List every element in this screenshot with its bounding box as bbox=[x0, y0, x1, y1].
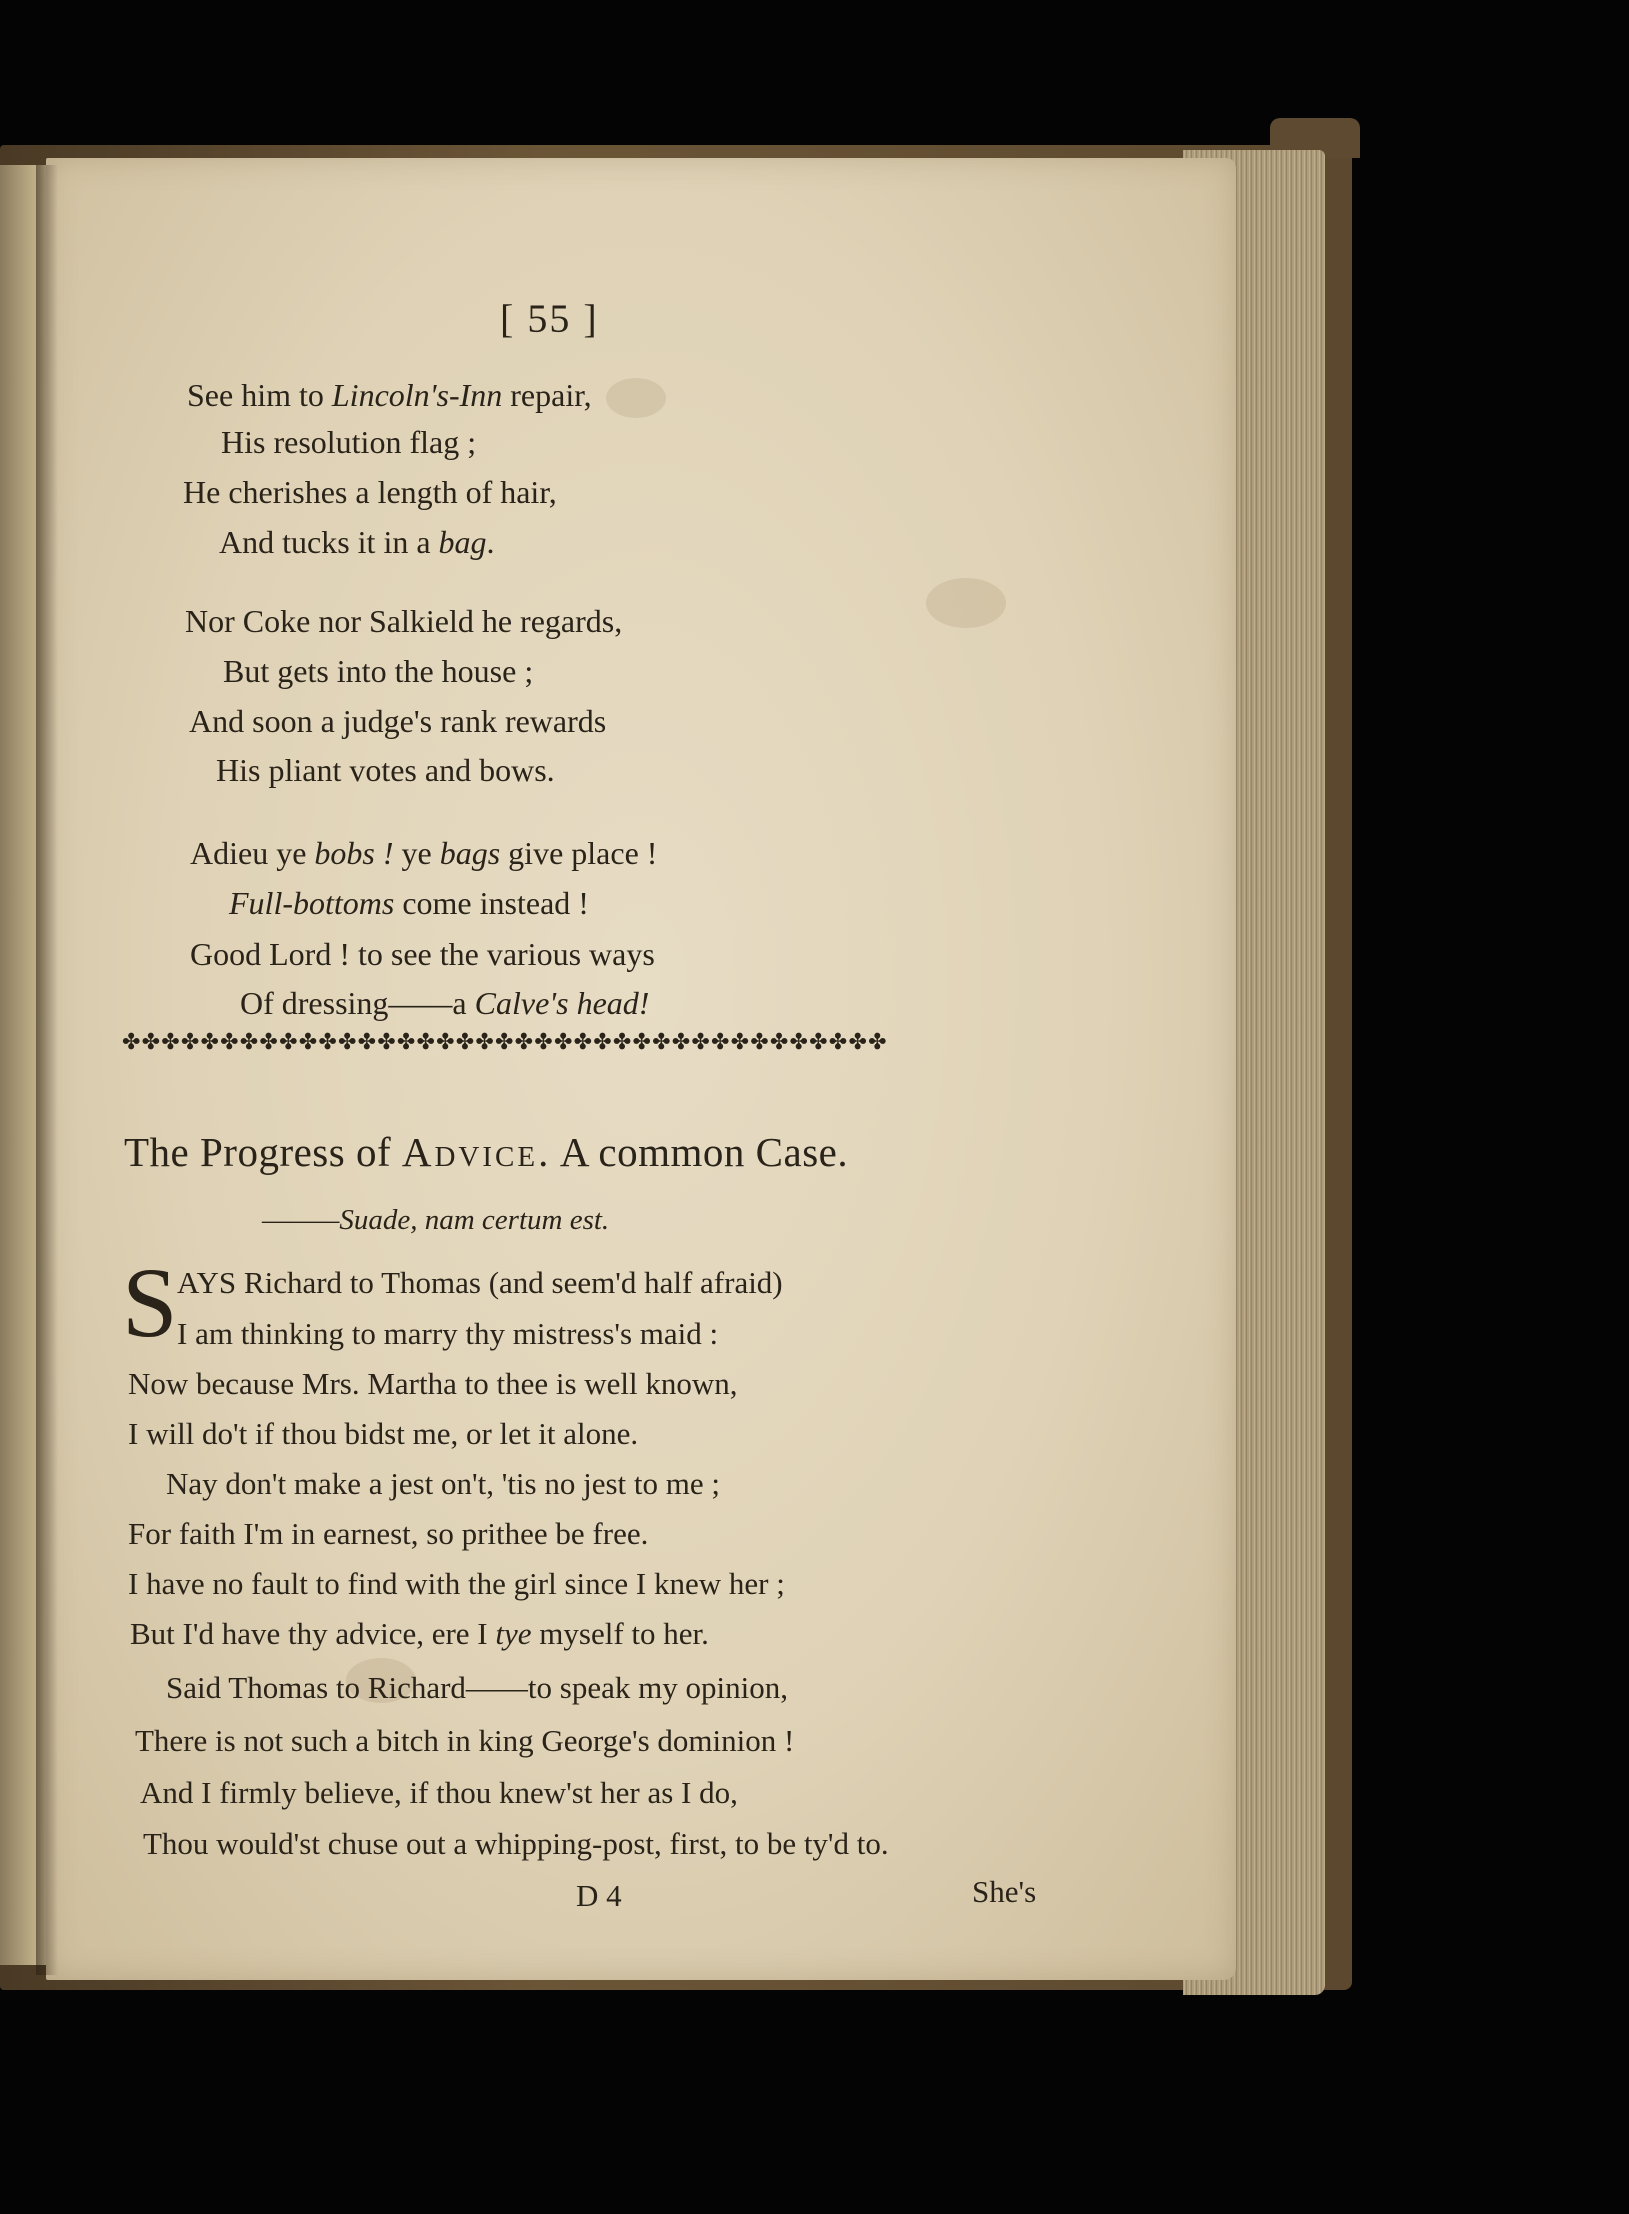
poem-title-text: The Progress of bbox=[124, 1129, 402, 1175]
poem-title-text: A common Case. bbox=[551, 1129, 849, 1175]
prose-line: Nay don't make a jest on't, 'tis no jest to me ; bbox=[166, 1466, 721, 1501]
verse-text: . bbox=[486, 524, 495, 560]
verse-line bbox=[223, 653, 533, 690]
verse-line bbox=[229, 885, 589, 922]
epigraph: ———Suade, nam certum est. bbox=[262, 1204, 610, 1236]
prose-line: AYS Richard to Thomas (and seem'd half afraid) bbox=[177, 1265, 783, 1300]
verse-line bbox=[190, 936, 655, 973]
prose-text-italic: tye bbox=[495, 1616, 532, 1651]
verse-text: ye bbox=[393, 835, 440, 871]
verse-line bbox=[187, 377, 592, 414]
verse-line bbox=[185, 603, 622, 640]
verse-text-italic: bags bbox=[439, 835, 501, 871]
prose-line: For faith I'm in earnest, so prithee be free. bbox=[128, 1516, 649, 1551]
verse-line bbox=[219, 524, 495, 561]
drop-cap: S bbox=[122, 1247, 178, 1358]
prose-line: I have no fault to find with the girl since I knew her ; bbox=[128, 1566, 785, 1601]
verse-text: give place ! bbox=[500, 835, 658, 871]
verse-text: Adieu ye bbox=[190, 835, 315, 871]
prose-line: I am thinking to marry thy mistress's maid : bbox=[177, 1316, 719, 1351]
prose-line: And I firmly believe, if thou knew'st her as I do, bbox=[140, 1775, 738, 1810]
prose-line: Now because Mrs. Martha to thee is well known, bbox=[128, 1366, 738, 1401]
ornamental-rule: ✤✤✤✤✤✤✤✤✤✤✤✤✤✤✤✤✤✤✤✤✤✤✤✤✤✤✤✤✤✤✤✤✤✤✤✤✤✤✤ bbox=[122, 1030, 888, 1055]
prose-text: myself to her. bbox=[531, 1616, 709, 1651]
page-number: [ 55 ] bbox=[500, 296, 599, 341]
verse-text-italic: bobs ! bbox=[314, 835, 394, 871]
prose-line: Thou would'st chuse out a whipping-post, first, to be ty'd to. bbox=[143, 1826, 889, 1861]
foxing-spot bbox=[606, 378, 666, 418]
verse-text: And soon a judge's rank rewards bbox=[189, 703, 607, 739]
catchword: She's bbox=[972, 1874, 1037, 1909]
verse-text-italic: Full-bottoms bbox=[229, 885, 395, 921]
verse-line bbox=[240, 985, 649, 1022]
prose-line: There is not such a bitch in king George's dominion ! bbox=[135, 1723, 795, 1758]
prose-line bbox=[130, 1616, 709, 1652]
verse-text-italic: Calve's head! bbox=[474, 985, 650, 1021]
poem-title-smallcaps: Advice. bbox=[401, 1129, 552, 1175]
foxing-spot bbox=[926, 578, 1006, 628]
prose-line: I will do't if thou bidst me, or let it alone. bbox=[128, 1416, 639, 1451]
verse-text: But gets into the house ; bbox=[223, 653, 534, 689]
verse-text: And tucks it in a bbox=[219, 524, 439, 560]
verse-text: See him to bbox=[187, 377, 332, 413]
verse-text: He cherishes a length of hair, bbox=[183, 474, 557, 510]
gutter-shadow bbox=[36, 165, 58, 1975]
verse-text-italic: Lincoln's-Inn bbox=[331, 377, 503, 413]
verse-line bbox=[216, 752, 555, 789]
verse-line bbox=[221, 424, 476, 461]
verse-text: His resolution flag ; bbox=[221, 424, 477, 460]
verse-line bbox=[190, 835, 657, 872]
verse-text: Good Lord ! to see the various ways bbox=[190, 936, 655, 972]
verse-line bbox=[189, 703, 606, 740]
verse-text: Of dressing——a bbox=[240, 985, 475, 1021]
poem-title bbox=[124, 1128, 848, 1176]
verse-line bbox=[183, 474, 557, 511]
prose-text: But I'd have thy advice, ere I bbox=[130, 1616, 496, 1651]
verse-text: come instead ! bbox=[394, 885, 589, 921]
verse-text: Nor Coke nor Salkield he regards, bbox=[185, 603, 623, 639]
verse-text: repair, bbox=[502, 377, 592, 413]
prose-line: Said Thomas to Richard——to speak my opinion, bbox=[166, 1670, 788, 1705]
verse-text: His pliant votes and bows. bbox=[216, 752, 555, 788]
verse-text-italic: bag bbox=[438, 524, 487, 560]
signature-mark: D 4 bbox=[576, 1878, 622, 1913]
